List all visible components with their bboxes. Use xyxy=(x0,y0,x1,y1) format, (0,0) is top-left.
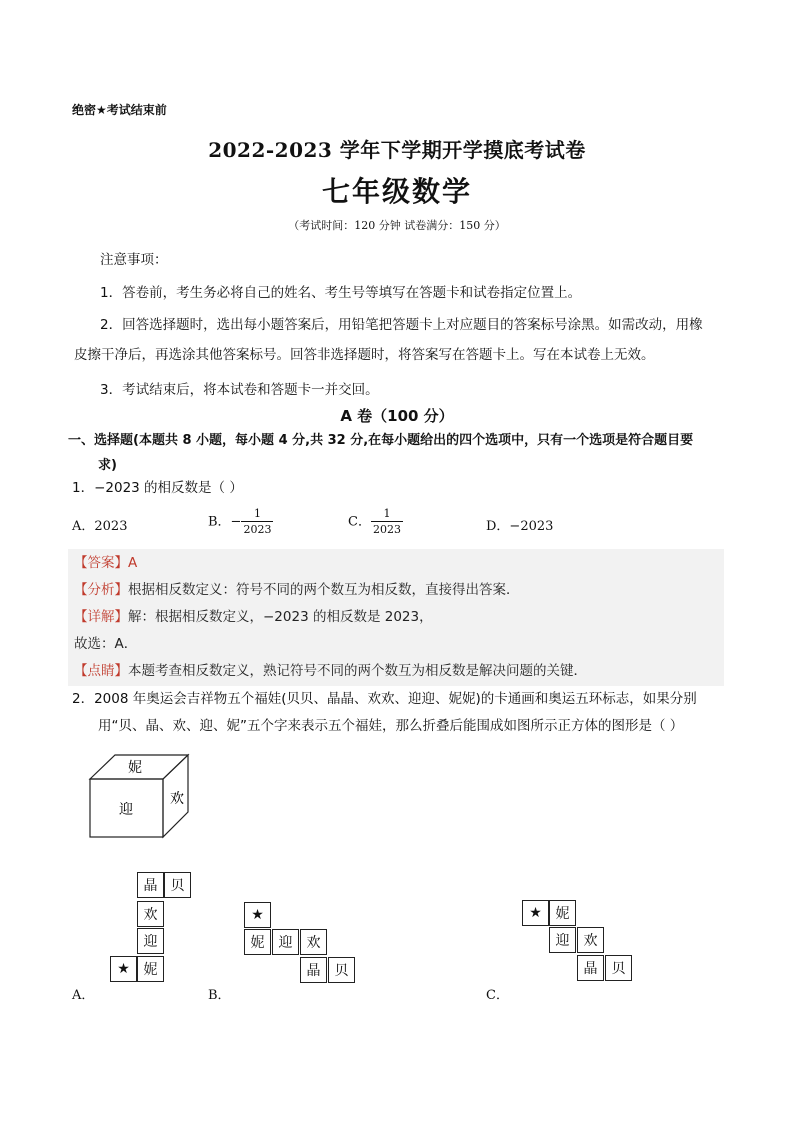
q1-option-c-fraction xyxy=(371,507,403,537)
net-b-cell-star: ★ xyxy=(244,902,271,928)
net-a-cell-huan: 欢 xyxy=(137,901,164,927)
cube-right-label: 欢 xyxy=(170,791,184,807)
net-a-cell-ni: 妮 xyxy=(137,956,164,982)
notice-heading: 注意事项： xyxy=(100,252,168,268)
q1-option-b-label: B．− xyxy=(208,514,242,530)
net-b-cell-huan: 欢 xyxy=(300,929,327,955)
notice-item-2: 2．回答选择题时，选出每小题答案后，用铅笔把答题卡上对应题目的答案标号涂黑。如需改动，用橡 xyxy=(100,317,703,333)
cube-top-label: 妮 xyxy=(128,760,142,776)
solution-detail xyxy=(74,605,433,625)
net-c-cell-ying: 迎 xyxy=(549,927,576,953)
net-a-cell-ying: 迎 xyxy=(137,928,164,954)
section-1-heading: 一、选择题(本题共 8 小题，每小题 4 分,共 32 分,在每小题给出的四个选项中，只有一个选项是符合题目要 xyxy=(68,433,694,448)
exam-title: 2022-2023 学年下学期开学摸底考试卷 xyxy=(208,138,586,162)
fraction-denominator: 2023 xyxy=(243,523,272,536)
analysis-text: 根据相反数定义：符号不同的两个数互为相反数，直接得出答案． xyxy=(128,582,520,598)
detail-tag: 【详解】 xyxy=(74,609,128,625)
question-2-stem: 2．2008 年奥运会吉祥物五个福娃(贝贝、晶晶、欢欢、迎迎、妮妮)的卡通画和奥运五环标志，如果分别 xyxy=(72,691,697,707)
q1-option-b xyxy=(208,507,273,537)
comment-tag: 【点睛】 xyxy=(74,663,128,679)
notice-item-1: 1．答卷前，考生务必将自己的姓名、考生号等填写在答题卡和试卷指定位置上。 xyxy=(100,285,582,301)
question-1-stem: 1．−2023 的相反数是（ ） xyxy=(72,480,243,496)
solution-comment xyxy=(74,659,587,679)
notice-item-2-cont: 皮擦干净后，再选涂其他答案标号。回答非选择题时，将答案写在答题卡上。写在本试卷上无效。 xyxy=(74,347,655,363)
net-b-cell-ni: 妮 xyxy=(244,929,271,955)
analysis-tag: 【分析】 xyxy=(74,582,128,598)
net-a-cell-jing: 晶 xyxy=(137,872,164,898)
notice-item-3: 3．考试结束后，将本试卷和答题卡一并交回。 xyxy=(100,382,379,398)
q1-option-a: A．2023 xyxy=(72,519,128,534)
cube-figure xyxy=(88,752,192,842)
comment-text: 本题考查相反数定义，熟记符号不同的两个数互为相反数是解决问题的关键． xyxy=(128,663,587,679)
volume-heading: A 卷（100 分） xyxy=(340,407,454,425)
detail-text: 解：根据相反数定义，−2023 的相反数是 2023， xyxy=(128,609,433,625)
solution-analysis xyxy=(74,578,520,598)
net-b-cell-ying: 迎 xyxy=(272,929,299,955)
q1-option-b-fraction xyxy=(241,507,273,537)
net-a-cell-bei: 贝 xyxy=(164,872,191,898)
question-2-stem-cont: 用“贝、晶、欢、迎、妮”五个字来表示五个福娃，那么折叠后能围成如图所示正方体的图形是（ ） xyxy=(98,718,684,734)
exam-meta: （考试时间：120 分钟 试卷满分：150 分） xyxy=(288,219,506,232)
q1-option-c-label: C． xyxy=(348,514,371,530)
net-c-cell-bei: 贝 xyxy=(605,955,632,981)
exam-subject: 七年级数学 xyxy=(321,175,472,208)
net-c-cell-jing: 晶 xyxy=(577,955,604,981)
net-c-cell-star: ★ xyxy=(522,900,549,926)
net-b-cell-jing: 晶 xyxy=(300,957,327,983)
fraction-numerator: 1 xyxy=(383,507,391,520)
cube-front-label: 迎 xyxy=(119,802,133,818)
fraction-denominator: 2023 xyxy=(372,523,401,536)
solution-answer xyxy=(74,551,137,571)
confidential-mark: 绝密★考试结束前 xyxy=(72,103,167,117)
answer-value: A xyxy=(128,555,138,571)
net-c-cell-ni: 妮 xyxy=(549,900,576,926)
net-a-cell-star: ★ xyxy=(110,956,137,982)
q2-option-a-label: A． xyxy=(72,988,95,1003)
answer-tag: 【答案】 xyxy=(74,555,128,571)
net-b-cell-bei: 贝 xyxy=(328,957,355,983)
solution-choose: 故选：A． xyxy=(74,636,138,652)
net-c-cell-huan: 欢 xyxy=(577,927,604,953)
section-1-heading-cont: 求) xyxy=(98,458,117,473)
q2-option-c-label: C． xyxy=(486,988,509,1003)
q2-option-b-label: B． xyxy=(208,988,231,1003)
fraction-numerator: 1 xyxy=(253,507,261,520)
q1-option-c xyxy=(348,507,403,537)
q1-option-d: D．−2023 xyxy=(486,519,554,534)
